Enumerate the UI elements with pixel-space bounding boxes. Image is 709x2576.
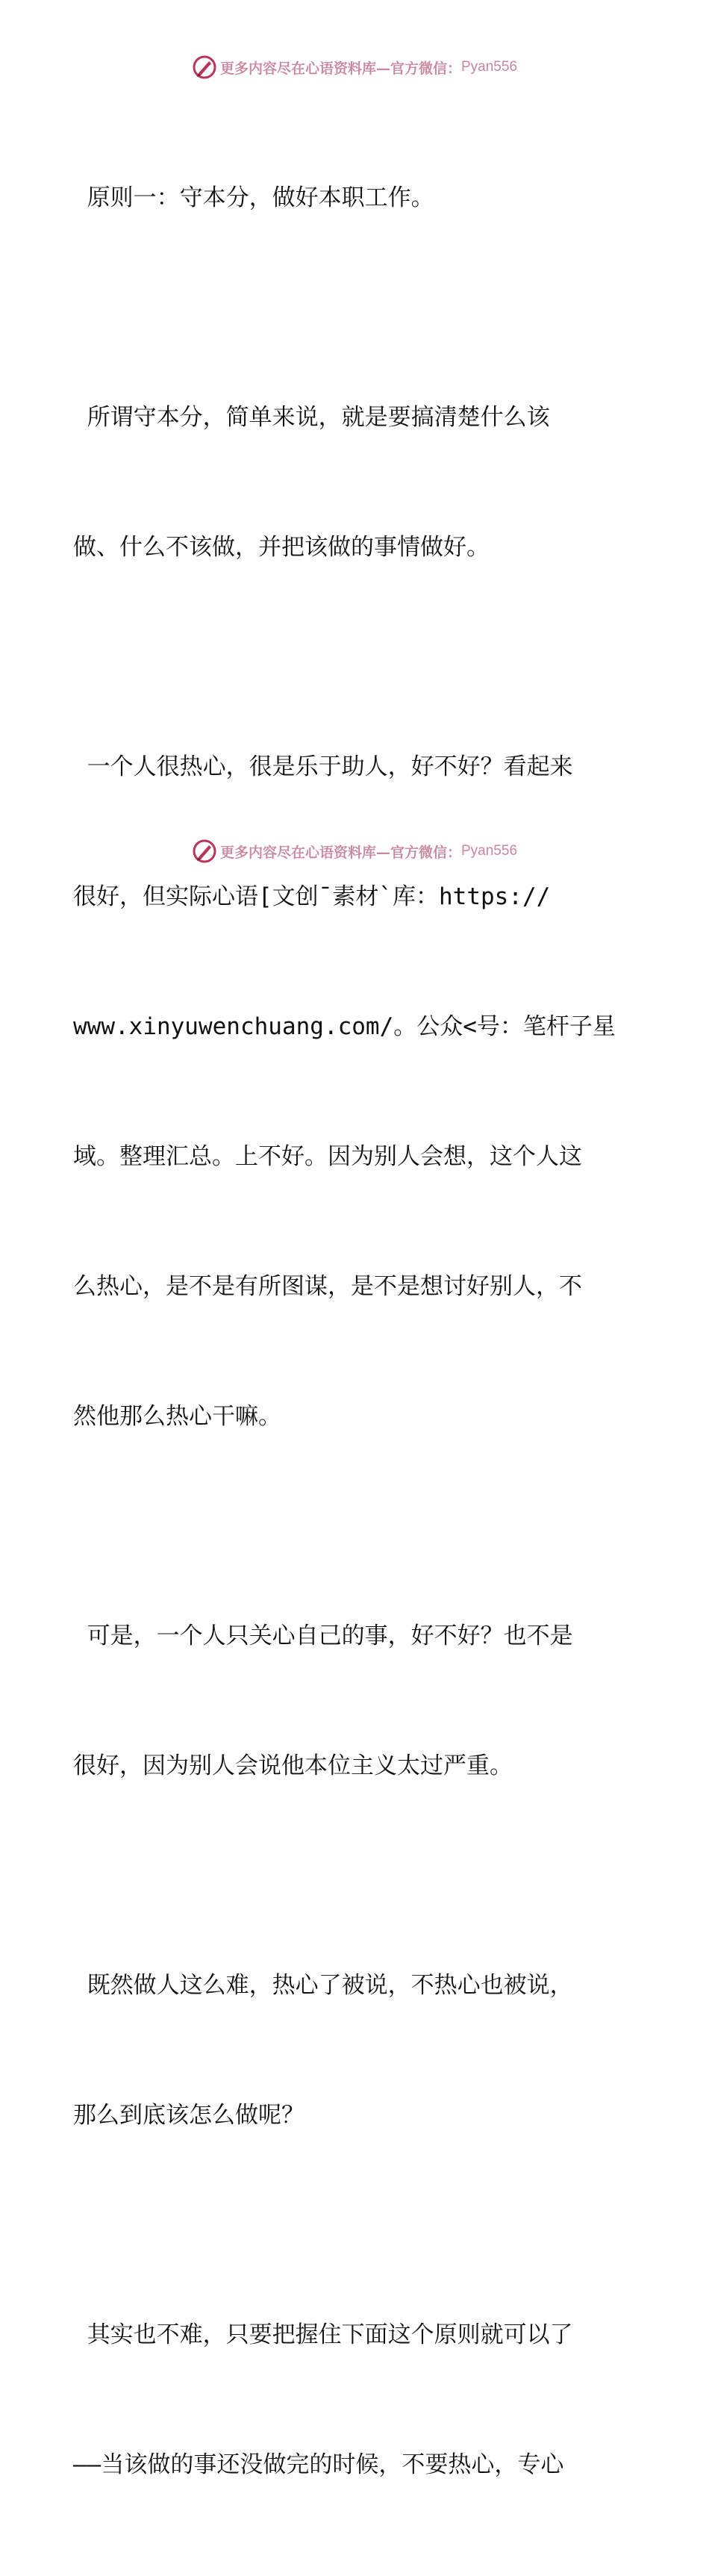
text-line: 做、什么不该做，并把该做的事情做好。 (73, 534, 490, 561)
paragraph-6 (73, 2227, 640, 2573)
text-line: 很好，但实际心语[文创¯素材`库：https:// (73, 883, 551, 910)
pen-logo-icon (192, 55, 217, 80)
text-line: 既然做人这么难，热心了被说，不热心也被说， (73, 1972, 573, 1999)
paragraph-5 (73, 1877, 640, 2224)
pen-logo-icon (192, 839, 217, 864)
text-line: 然他那么热心干嘛。 (73, 1403, 281, 1430)
text-line: 原则一：守本分，做好本职工作。 (73, 184, 434, 211)
text-line: 其实也不难，只要把握住下面这个原则就可以了 (73, 2321, 573, 2348)
header-banner-text: 更多内容尽在心语资料库—官方微信： (219, 60, 461, 77)
footer-wechat-handle: Pyan556 (461, 843, 518, 859)
text-line: 很好，因为别人会说他本位主义太过严重。 (73, 1752, 513, 1779)
text-line: www.xinyuwenchuang.com/。公众<号：笔杆子星 (73, 1013, 616, 1040)
text-line: ——当该做的事还没做完的时候，不要热心，专心 (73, 2451, 564, 2478)
header-banner (0, 52, 709, 82)
text-line: 所谓守本分，简单来说，就是要搞清楚什么该 (73, 404, 550, 431)
paragraph-4 (73, 1528, 640, 1874)
text-line: 那么到底该怎么做呢？ (73, 2102, 304, 2129)
text-line: 么热心，是不是有所图谋，是不是想讨好别人，不 (73, 1273, 582, 1300)
document-body (73, 90, 640, 2576)
header-wechat-handle: Pyan556 (461, 59, 518, 75)
text-line: 可是，一个人只关心自己的事，好不好？也不是 (73, 1623, 573, 1649)
paragraph-3 (73, 659, 640, 1525)
paragraph-2 (73, 309, 640, 656)
footer-banner (0, 836, 709, 866)
paragraph-1 (73, 90, 640, 306)
footer-banner-text: 更多内容尽在心语资料库—官方微信： (219, 844, 461, 861)
text-line: 域。整理汇总。上不好。因为别人会想，这个人这 (73, 1143, 582, 1170)
text-line: 一个人很热心，很是乐于助人，好不好？看起来 (73, 753, 573, 780)
